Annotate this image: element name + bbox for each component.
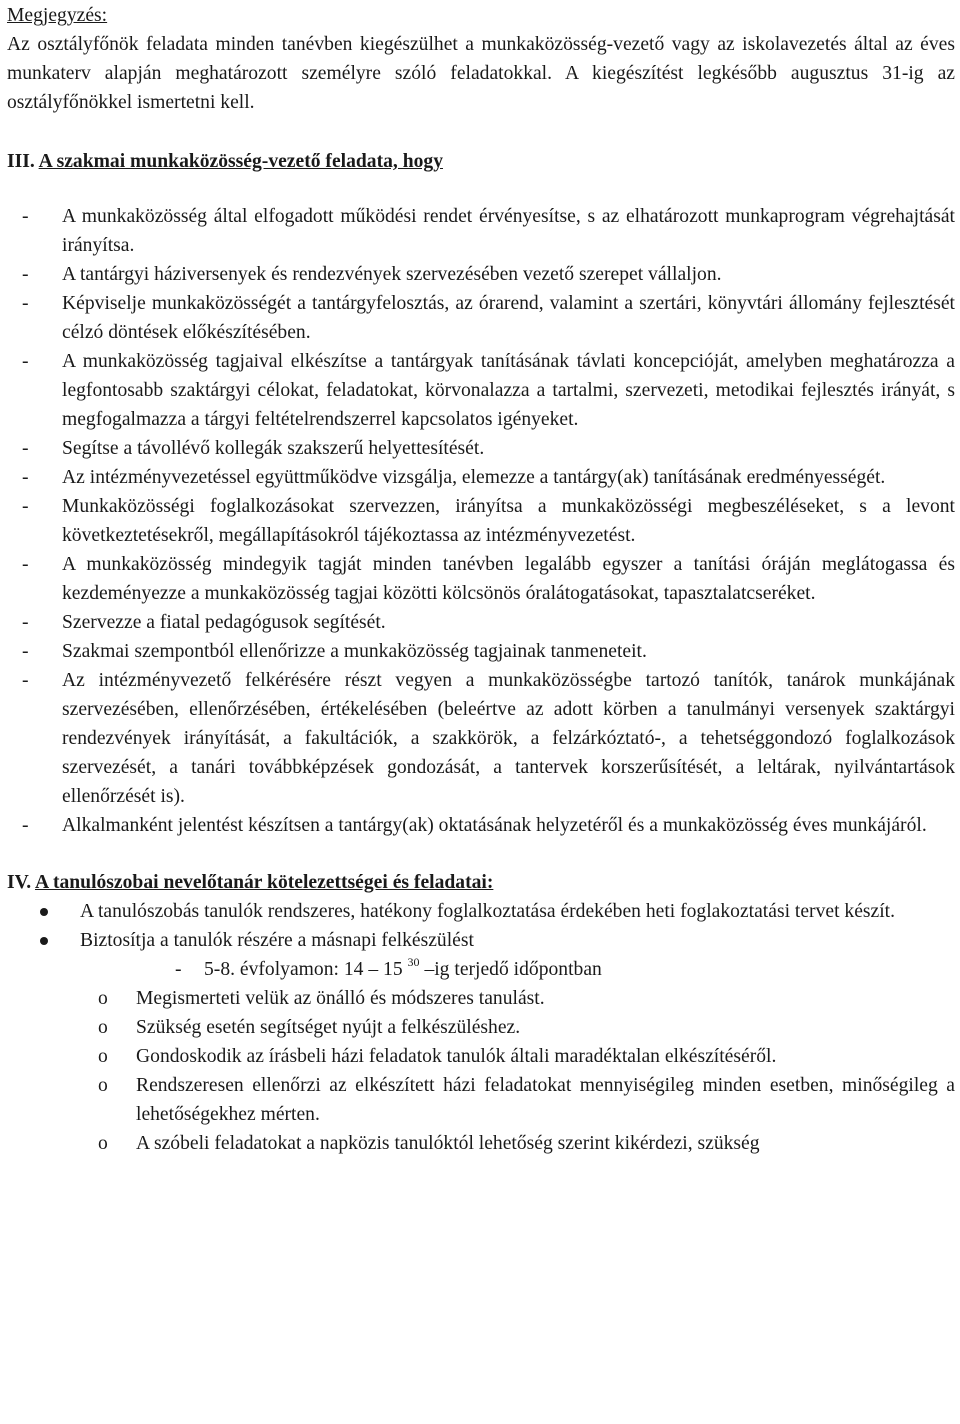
list-item (7, 550, 955, 608)
list-item-text: A munkaközösség által elfogadott működési rendet érvényesítse, s az elhatározott munkaprogram végrehajtását irányítsa. (62, 206, 955, 256)
section-4-o-list (7, 984, 955, 1158)
list-item-text: Szervezze a fiatal pedagógusok segítését. (62, 612, 386, 633)
schedule-superscript: 30 (407, 955, 420, 969)
section-4-bullet-list (7, 897, 955, 955)
dash-marker: - (22, 206, 29, 227)
list-item (7, 289, 955, 347)
list-item-text: Képviselje munkaközösségét a tantárgyfelosztás, az órarend, valamint a szertári, könyvtári állomány fejlesztését célzó döntések előkészítésében. (62, 293, 955, 343)
section-4-number: IV. (7, 872, 32, 893)
o-list-item (7, 984, 955, 1013)
bullet-item-text: Biztosítja a tanulók részére a másnapi felkészülést (80, 930, 474, 951)
bullet-dot-icon (40, 937, 48, 945)
list-item (7, 463, 955, 492)
circle-marker: o (98, 1133, 108, 1154)
list-item (7, 666, 955, 811)
list-item-text: Szakmai szempontból ellenőrizze a munkaközösség tagjainak tanmeneteit. (62, 641, 647, 662)
list-item-text: A munkaközösség tagjaival elkészítse a tantárgyak tanításának távlati koncepcióját, amelyben meghatározza a legfontosabb szaktárgyi célokat, feladatokat, körvonalazza a tartalmi, szervezeti, metodikai fejlesztés irányát, s megfogalmazza a tárgyi feltételrendszerrel kapcsolatos igényeket. (62, 351, 955, 430)
list-item (7, 811, 955, 840)
o-list-item (7, 1129, 955, 1158)
dash-marker: - (22, 438, 29, 459)
bullet-dot-icon (40, 908, 48, 916)
bullet-item-text: A tanulószobás tanulók rendszeres, hatékony foglalkoztatása érdekében heti foglakoztatási tervet készít. (80, 901, 896, 922)
section-3-number: III. (7, 151, 35, 172)
o-list-item (7, 1071, 955, 1129)
bullet-item (7, 926, 955, 955)
list-item (7, 637, 955, 666)
list-item (7, 260, 955, 289)
dash-marker: - (22, 554, 29, 575)
o-list-item (7, 1042, 955, 1071)
o-list-item (7, 1013, 955, 1042)
circle-marker: o (98, 1075, 108, 1096)
section-3-list (7, 202, 955, 840)
circle-marker: o (98, 1017, 108, 1038)
list-item-text: Alkalmanként jelentést készítsen a tantárgy(ak) oktatásának helyzetéről és a munkaközösség éves munkájáról. (62, 815, 927, 836)
list-item (7, 434, 955, 463)
bullet-item (7, 897, 955, 926)
section-4-title-text: A tanulószobai nevelőtanár kötelezettségei és feladatai: (34, 872, 494, 893)
note-heading: Megjegyzés: (7, 5, 108, 26)
dash-marker: - (175, 959, 182, 980)
list-item (7, 492, 955, 550)
dash-marker: - (22, 351, 29, 372)
dash-marker: - (22, 467, 29, 488)
section-3-title (7, 147, 955, 176)
dash-marker: - (22, 641, 29, 662)
list-item (7, 202, 955, 260)
schedule-text-before: 5-8. évfolyamon: 14 – 15 (204, 959, 403, 980)
dash-marker: - (22, 612, 29, 633)
schedule-text-after: –ig terjedő időpontban (419, 959, 602, 980)
dash-marker: - (22, 293, 29, 314)
note-text: Az osztályfőnök feladata minden tanévben kiegészülhet a munkaközösség-vezető vagy az iskolavezetés által az éves munkaterv alapján meghatározott személyre szóló feladatokkal. A kiegészítést legkésőbb augusztus 31-ig az osztályfőnökkel ismertetni kell. (7, 34, 955, 113)
circle-marker: o (98, 988, 108, 1009)
o-list-item-text: Gondoskodik az írásbeli házi feladatok tanulók általi maradéktalan elkészítéséről. (136, 1046, 777, 1067)
section-4-title (7, 868, 955, 897)
list-item-text: Munkaközösségi foglalkozásokat szervezzen, irányítsa a munkaközösségi megbeszéléseket, s a levont következtetésekről, megállapításokról tájékoztassa az intézményvezetést. (62, 496, 955, 546)
dash-marker: - (22, 815, 29, 836)
schedule-line (7, 955, 955, 984)
o-list-item-text: Megismerteti velük az önálló és módszeres tanulást. (136, 988, 545, 1009)
dash-marker: - (22, 264, 29, 285)
o-list-item-text: Szükség esetén segítséget nyújt a felkészüléshez. (136, 1017, 521, 1038)
list-item-text: Segítse a távollévő kollegák szakszerű helyettesítését. (62, 438, 485, 459)
circle-marker: o (98, 1046, 108, 1067)
dash-marker: - (22, 670, 29, 691)
o-list-item-text: Rendszeresen ellenőrzi az elkészített házi feladatokat mennyiségileg minden esetben, minőségileg a lehetőségekhez mérten. (136, 1075, 955, 1125)
o-list-item-text: A szóbeli feladatokat a napközis tanulóktól lehetőség szerint kikérdezi, szükség (136, 1133, 760, 1154)
list-item-text: A munkaközösség mindegyik tagját minden tanévben legalább egyszer a tanítási óráján meglátogassa és kezdeményezze a munkaközösség tagjai közötti kölcsönös óralátogatásokat, tapasztalatcseréket. (62, 554, 955, 604)
list-item-text: Az intézményvezető felkérésére részt vegyen a munkaközösségbe tartozó tanítók, tanárok munkájának szervezésében, ellenőrzésében, értékelésében (beleértve az adott körben a tanulmányi versenyek szaktárgyi rendezvények irányítását, a fakultációk, a szakkörök, a felzárkóztató-, a tehetséggondozó foglalkozások szervezését, a tanári továbbképzések gondozását, a tantervek korszerűsítését, a leltárak, nyilvántartások ellenőrzését is). (62, 670, 955, 807)
list-item-text: Az intézményvezetéssel együttműködve vizsgálja, elemezze a tantárgy(ak) tanításának eredményességét. (62, 467, 886, 488)
document-page (7, 0, 955, 1158)
list-item (7, 347, 955, 434)
dash-marker: - (22, 496, 29, 517)
list-item (7, 608, 955, 637)
section-3-title-text: A szakmai munkaközösség-vezető feladata, hogy (38, 151, 443, 172)
list-item-text: A tantárgyi háziversenyek és rendezvények szervezésében vezető szerepet vállaljon. (62, 264, 722, 285)
